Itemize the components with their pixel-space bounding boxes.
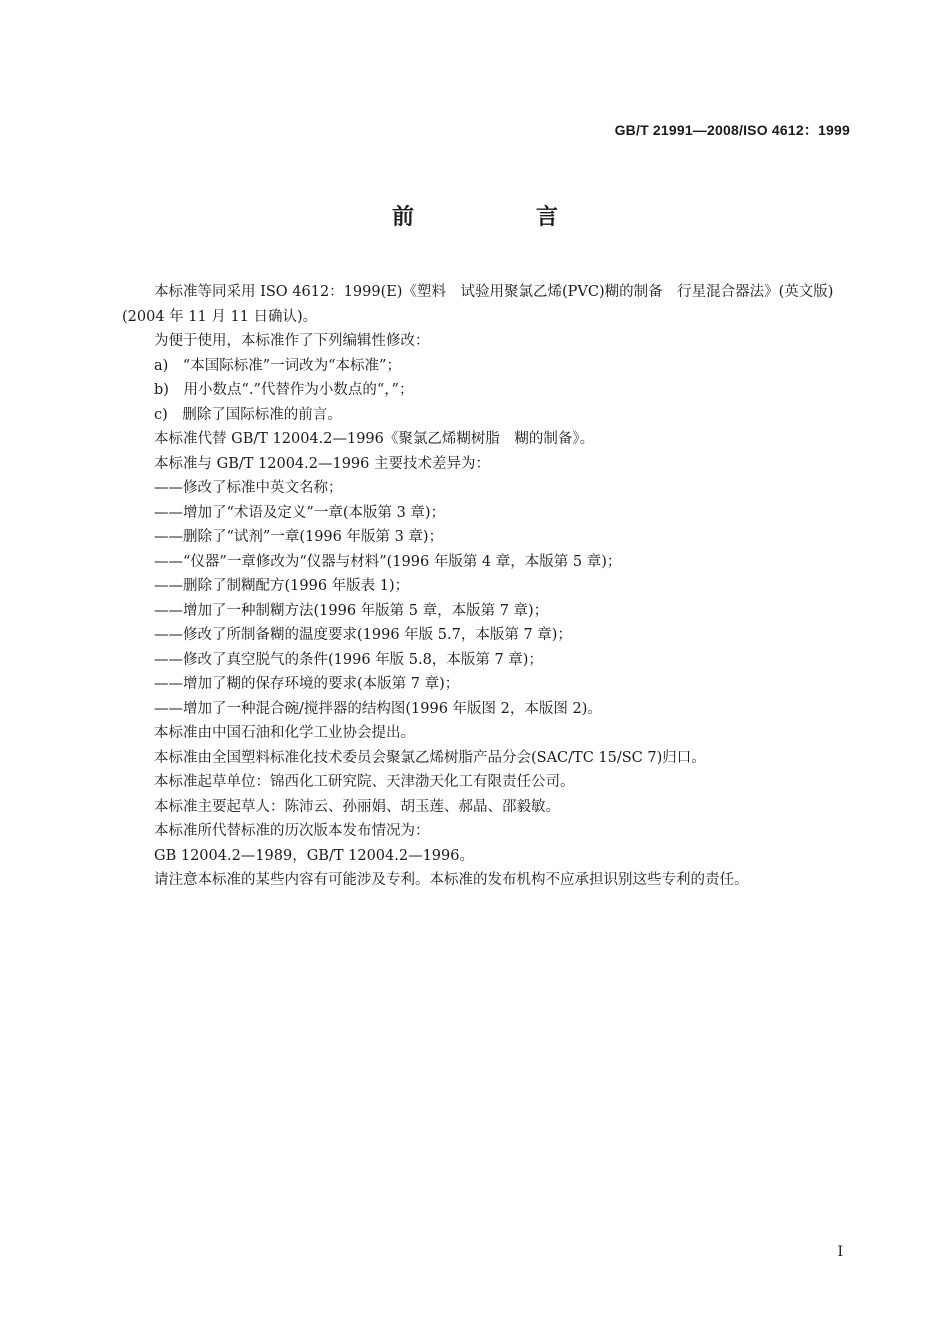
centralized-paragraph: 本标准由全国塑料标准化技术委员会聚氯乙烯树脂产品分会(SAC/TC 15/SC 7)归口。: [154, 749, 706, 766]
edit-item-a: a) “本国际标准”一词改为“本标准”；: [154, 357, 401, 374]
drafting-units-paragraph: 本标准起草单位：锦西化工研究院、天津渤天化工有限责任公司。: [154, 774, 575, 790]
foreword-body: [122, 280, 834, 893]
page-number: I: [837, 1244, 843, 1260]
diff-item: ——删除了“试剂”一章(1996 年版第 3 章)；: [154, 529, 444, 545]
page-title: 前 言: [391, 205, 608, 230]
edit-item-c: c) 删除了国际标准的前言。: [154, 406, 342, 423]
proposed-paragraph: 本标准由中国石油和化学工业协会提出。: [154, 725, 415, 741]
adopt-paragraph: 本标准等同采用 ISO 4612：1999(E)《塑料 试验用聚氯乙烯(PVC)糊的制备 行星混合器法》(英文版)(2004 年 11 月 11 日确认)。: [122, 284, 834, 325]
history-intro: 本标准所代替标准的历次版本发布情况为：: [154, 823, 430, 839]
patent-notice: 请注意本标准的某些内容有可能涉及专利。本标准的发布机构不应承担识别这些专利的责任。: [154, 872, 749, 888]
diff-item: ——删除了制糊配方(1996 年版表 1)；: [154, 578, 410, 594]
diff-item: ——修改了标准中英文名称；: [154, 480, 343, 496]
edit-item-b: b) 用小数点“.”代替作为小数点的“，”；: [154, 382, 414, 398]
replaces-paragraph: 本标准代替 GB/T 12004.2—1996《聚氯乙烯糊树脂 糊的制备》。: [154, 431, 595, 447]
diff-item: ——增加了“术语及定义”一章(本版第 3 章)；: [154, 504, 446, 521]
diff-item: ——“仪器”一章修改为“仪器与材料”(1996 年版第 4 章，本版第 5 章)；: [154, 553, 622, 570]
diff-item: ——增加了糊的保存环境的要求(本版第 7 章)；: [154, 676, 460, 692]
edit-intro: 为便于使用，本标准作了下列编辑性修改：: [154, 333, 430, 349]
drafters-paragraph: 本标准主要起草人：陈沛云、孙丽娟、胡玉莲、郝晶、邵毅敏。: [154, 798, 560, 815]
diff-item: ——修改了真空脱气的条件(1996 年版 5.8，本版第 7 章)；: [154, 651, 543, 668]
diff-item: ——修改了所制备糊的温度要求(1996 年版 5.7，本版第 7 章)；: [154, 627, 572, 643]
diff-item: ——增加了一种混合碗/搅拌器的结构图(1996 年版图 2，本版图 2)。: [154, 700, 602, 717]
diff-intro: 本标准与 GB/T 12004.2—1996 主要技术差异为：: [154, 455, 490, 472]
standard-code: GB/T 21991—2008/ISO 4612：1999: [614, 122, 850, 138]
diff-item: ——增加了一种制糊方法(1996 年版第 5 章，本版第 7 章)；: [154, 602, 549, 619]
history-versions: GB 12004.2—1989，GB/T 12004.2—1996。: [154, 847, 474, 864]
